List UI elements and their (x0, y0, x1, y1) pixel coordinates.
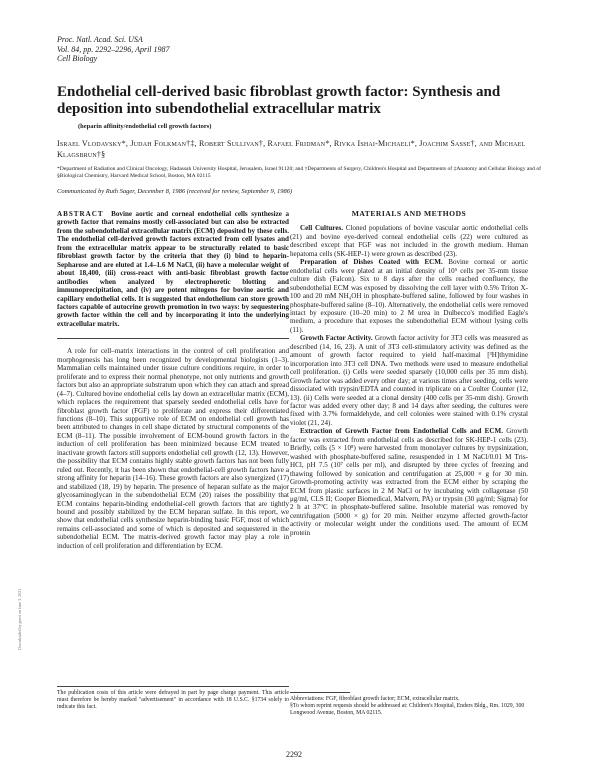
abbreviations-text: Abbreviations: FGF, fibroblast growth factor; ECM, extracellular matrix. (290, 696, 460, 702)
author-list: Israel Vlodavsky*, Judah Folkman†‡, Robert Sullivan†, Rafael Fridman*, Rivka Ishai-Michaeli*, Joachim Sasse†, and Michael Klagsbrun†§ (57, 139, 526, 159)
publication-cost-footnote (57, 686, 289, 711)
paper-title: Endothelial cell-derived basic fibroblast growth factor: Synthesis and deposition into subendothelial extracellular matrix (57, 84, 501, 117)
methods-section (290, 334, 528, 427)
journal-section: Cell Biology (57, 54, 98, 63)
footnote-divider (57, 686, 289, 687)
footnote-text: The publication costs of this article were defrayed in part by page charge payment. This article must therefore be hereby marked "advertisement" in accordance with 18 U.S.C. §1734 solely to indicate this fact. (57, 690, 289, 710)
footnote-divider (290, 692, 350, 693)
journal-header (57, 35, 170, 64)
methods-section (290, 258, 528, 334)
download-watermark: Downloaded by guest on June 3, 2021 (17, 588, 22, 650)
paper-keywords: (heparin affinity/endothelial cell growth factors) (78, 123, 212, 130)
section-text: Bovine corneal or aortic endothelial cells were plated at an initial density of 10⁵ cells per 35-mm tissue culture dish (Falcon). Six to 8 days after the cells reached confluency, the subendothelial ECM was exposed by dissolving the cell layer with 0.5% Triton X-100 and 20 mM NH₄OH in phosphate-buffered saline, followed by four washes in phosphate-buffered saline (8–10). Alternatively, the endothelial cells were removed intact by exposure (10–20 min) to 2 M urea in Dulbecco's modified Eagle's medium, a procedure that exposes the subendothelial ECM without lysing cells (11). (290, 258, 528, 334)
right-column (290, 210, 528, 537)
methods-section (290, 427, 528, 537)
introduction-text: A role for cell–matrix interactions in the control of cell proliferation and morphogenesis has long been recognized by developmental biologists (1–3). Mammalian cells maintained under tissue culture conditions require, in order to proliferate and to express their normal phenotype, not only nutrients and growth factors but also an appropriate substratum upon which they can attach and spread (4–7). Cultured bovine endothelial cells lay down an extracellular matrix (ECM), which replaces the requirement that sparsely seeded endothelial cells have for fibroblast growth factor (FGF) to proliferate and express their differentiated functions (8–10). This supportive role of ECM on endothelial cell growth has been attributed to changes in cell shape dictated by structural components of the ECM (8–11). The possible involvement of ECM-bound growth factors in the induction of cell proliferation has been minimized because ECM treated to inactivate growth factors still supports endothelial cell growth (12, 13). However, the possibility that ECM contains highly stable growth factors has not been fully ruled out. Recently, it has been shown that endothelial-cell growth factors have a strong affinity for heparin (14–16). These growth factors are also synergized (17) and stabilized (18, 19) by heparin. The presence of heparan sulfate as the major glycosaminoglycan in the subendothelial ECM (20) raises the possibility that ECM contains heparin-binding endothelial-cell growth factors that are tightly bound and possibly stabilized by the ECM heparan sulfate. In this report, we show that endothelial cells synthesize heparin-binding basic FGF, most of which remains cell-associated and some of which is deposited and sequestered in the subendothelial ECM. The matrix-derived growth factor may play a role in induction of cell proliferation and differentiation by ECM. (57, 347, 289, 550)
abstract-text: Bovine aortic and corneal endothelial cells synthesize a growth factor that remains mostly cell-associated but can also be extracted from the subendothelial extracellular matrix (ECM) deposited by these cells. The endothelial cell-derived growth factors extracted from cell lysates and from the extracellular matrix appear to be structurally related to basic fibroblast growth factor by the criteria that they (i) bind to heparin-Sepharose and are eluted at 1.4–1.6 M NaCl, (ii) have a molecular weight of about 18,400, (iii) cross-react with anti-basic fibroblast growth factor antibodies when analyzed by electrophoretic blotting and immunoprecipitation, and (iv) are potent mitogens for bovine aortic and capillary endothelial cells. It is suggested that endothelium can store growth factors capable of autocrine growth promotion in two ways: by sequestering growth factor within the cell and by incorporating it into the underlying extracellular matrix. (57, 210, 289, 328)
section-head: Growth Factor Activity. (300, 334, 373, 343)
methods-section (290, 224, 528, 258)
section-head: Preparation of Dishes Coated with ECM. (300, 258, 443, 267)
journal-name: Proc. Natl. Acad. Sci. USA (57, 35, 143, 44)
communicated-by: Communicated by Ruth Sager, December 8, 1986 (received for review, September 9, 1986) (57, 188, 293, 195)
reprint-note: §To whom reprint requests should be addressed at: Children's Hospital, Enders Bldg., Rm. 1029, 300 Longwood Avenue, Boston, MA 02115. (290, 703, 525, 716)
page-number: 2292 (286, 750, 302, 759)
section-head: Extraction of Growth Factor from Endothelial Cells and ECM. (300, 427, 503, 436)
methods-heading: MATERIALS AND METHODS (351, 209, 467, 218)
section-text: Growth factor was extracted from endothelial cells as described for SK-HEP-1 cells (23). Briefly, cells (5 × 10⁸) were harvested from monolayer cultures by trypsinization, washed with phosphate-buffered saline, resuspended in 1 M NaCl/0.01 M Tris-HCl, pH 7.5 (10⁷ cells per ml), and disrupted by three cycles of freezing and thawing followed by sonication and centrifugation at 25,000 × g for 30 min. Growth-promoting activity was extracted from the ECM either by scraping the ECM from plastic surfaces in 2 M NaCl or by incubating with collagenase (50 μg/ml, CLS II; Cooper Biomedical, Malvern, PA) or trypsin (30 μg/ml; Sigma) for 2 h at 37°C in phosphate-buffered saline. Insoluble material was removed by centrifugation (5000 × g) for 20 min. Neither enzyme affected growth-factor activity or molecular weight under the conditions used. The amount of ECM protein (290, 427, 528, 537)
abstract-divider (57, 338, 289, 339)
journal-volume: Vol. 84, pp. 2292–2296, April 1987 (57, 44, 170, 54)
section-text: Cloned populations of bovine vascular aortic endothelial cells (21) and bovine eye-derived corneal endothelial cells (22) were cultured as described except that FGF was not included in the growth medium. Human hepatoma cells (SK-HEP-1) were grown as described (23). (290, 224, 528, 258)
section-text: Growth factor activity for 3T3 cells was measured as described (14, 16, 23). A unit of 3T3 cell-stimulatory activity was defined as the amount of growth factor required to yield half-maximal [³H]thymidine incorporation into 3T3 cell DNA. Two methods were used to measure endothelial cell proliferation. (i) Cells were seeded sparsely (10,000 cells per 35 mm dish). Growth factor was added every other day; at various times after seeding, cells were dissociated with trypsin/EDTA and counted in triplicate on a Coulter Counter (12, 13). (ii) Cells were seeded at a clonal density (400 cells per 35-mm dish). Growth factor was added every other day; 8 and 14 days after seeding, the cultures were fixed with 3.7% formaldehyde, and cell colonies were stained with 0.1% crystal violet (21, 24). (290, 334, 528, 427)
abstract (57, 210, 289, 328)
section-head: Cell Cultures. (300, 224, 343, 233)
abbreviations-footnote (290, 692, 528, 717)
left-column (57, 210, 289, 550)
affiliations: *Department of Radiation and Clinical Oncology, Hadassah University Hospital, Jerusalem, Israel 91120; and †Departments of Surgery, Children's Hospital and Departments of ‡Anatomy and Cellular Biology and of §Biological Chemistry, Harvard Medical School, Boston, MA 02115 (57, 166, 542, 179)
abstract-label: ABSTRACT (57, 210, 104, 218)
